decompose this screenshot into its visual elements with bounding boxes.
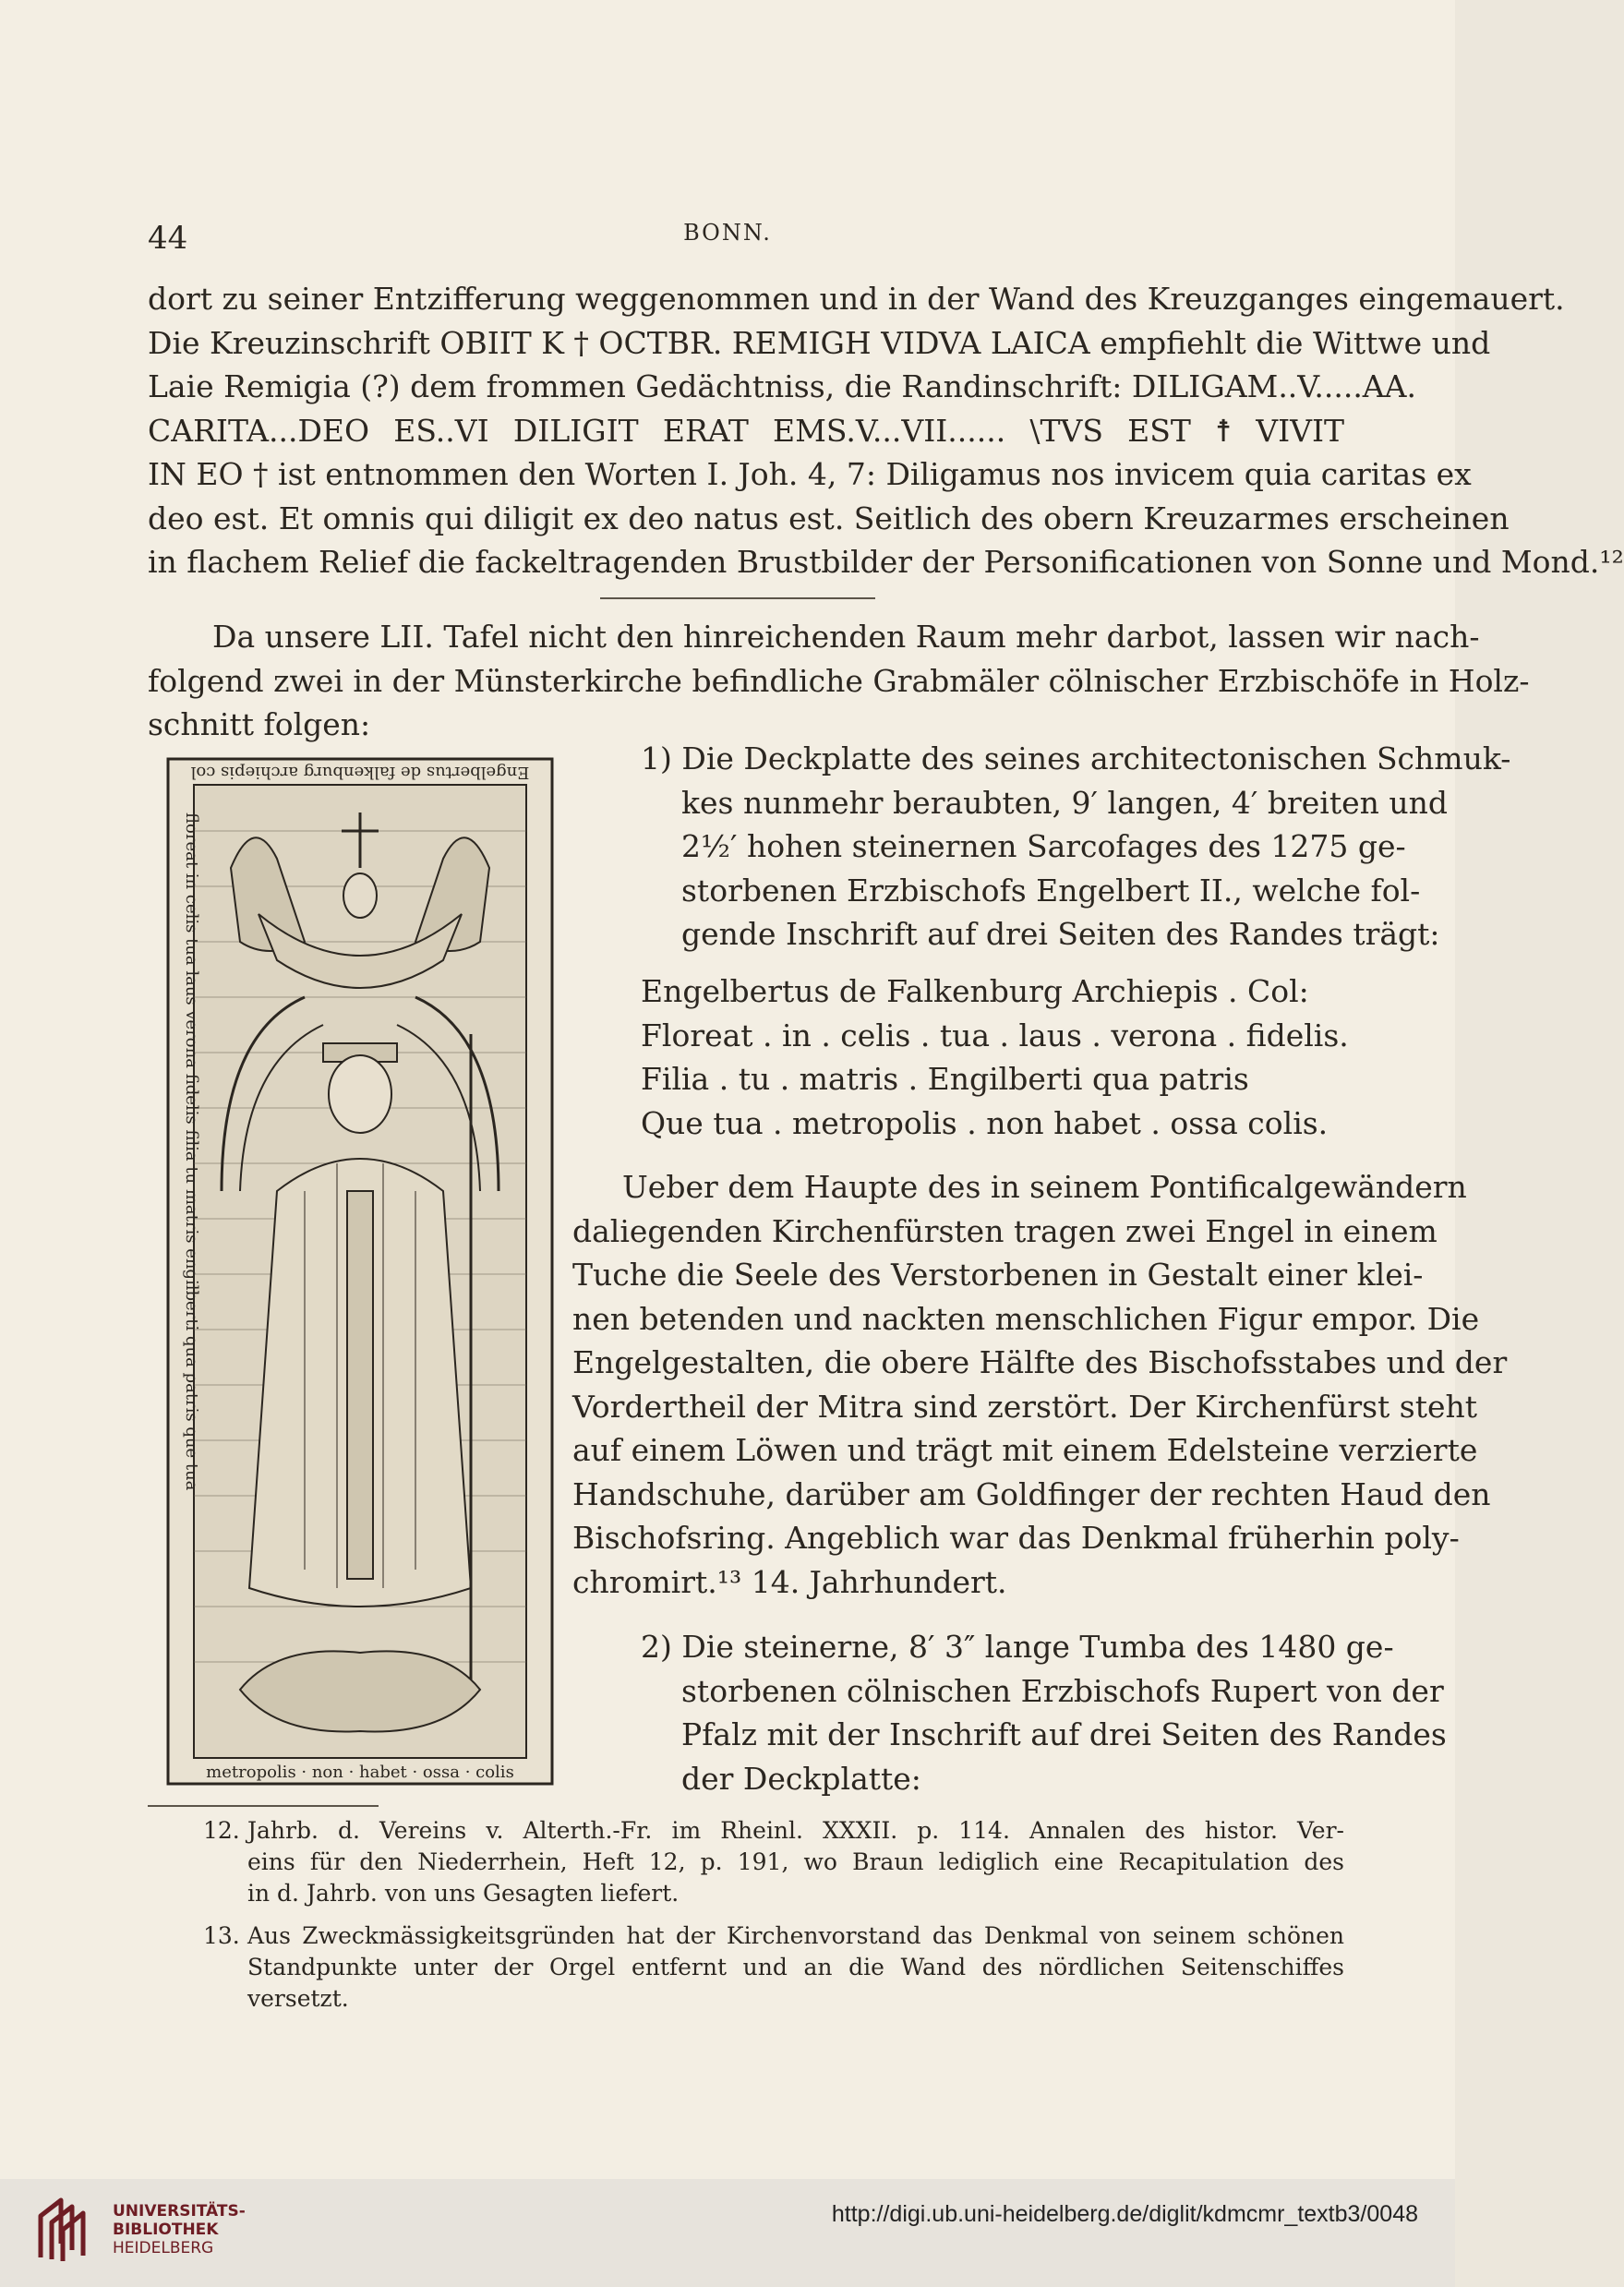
- text-line: 2½′ hohen steinernen Sarcofages des 1275 ge-: [681, 828, 1406, 864]
- inscription-line: Engelbertus de Falkenburg Archiepis . Col:: [641, 973, 1309, 1009]
- paragraph-3: [572, 1165, 1508, 1604]
- running-title: BONN.: [683, 220, 772, 246]
- footnote-line: Standpunkte unter der Orgel entfernt und an die Wand des nördlichen Seitenschiffes: [247, 1954, 1344, 1980]
- library-name-line: UNIVERSITÄTS-: [113, 2202, 246, 2221]
- footnote-12: [203, 1815, 1344, 1909]
- library-name-line: BIBLIOTHEK: [113, 2221, 219, 2239]
- footnote-divider: [148, 1805, 379, 1807]
- library-name: [113, 2202, 246, 2257]
- text-line: Vordertheil der Mitra sind zerstört. Der Kirchenfürst steht: [572, 1388, 1478, 1425]
- footnote-13: [203, 1920, 1344, 2015]
- item-2: [572, 1625, 1447, 1800]
- footnote-line: in d. Jahrb. von uns Gesagten liefert.: [247, 1880, 680, 1907]
- text-line: chromirt.¹³ 14. Jahrhundert.: [572, 1563, 1007, 1600]
- text-line: nen betenden und nackten menschlichen Figur empor. Die: [572, 1300, 1480, 1337]
- footnote-line: Aus Zweckmässigkeitsgründen hat der Kirchenvorstand das Denkmal von seinem schönen: [247, 1922, 1344, 1949]
- inscription-block: [572, 969, 1349, 1145]
- text-line: schnitt folgen:: [148, 706, 371, 742]
- footnote-number: 12.: [203, 1817, 240, 1844]
- inscription-line: Filia . tu . matris . Engilberti qua patris: [641, 1061, 1249, 1097]
- text-line: CARITA...DEO ES..VI DILIGIT ERAT EMS.V...VII...... \TVS EST ☨ VIVIT: [148, 412, 1344, 449]
- text-line: Da unsere LII. Tafel nicht den hinreichenden Raum mehr darbot, lassen wir nach-: [212, 619, 1480, 655]
- text-line: daliegenden Kirchenfürsten tragen zwei Engel in einem: [572, 1212, 1438, 1249]
- text-line: der Deckplatte:: [681, 1760, 921, 1797]
- page-number: 44: [148, 220, 188, 257]
- text-line: Engelgestalten, die obere Hälfte des Bischofsstabes und der: [572, 1344, 1508, 1380]
- text-line: Handschuhe, darüber am Goldfinger der rechten Haud den: [572, 1475, 1491, 1512]
- text-line: kes nunmehr beraubten, 9′ langen, 4′ breiten und: [681, 784, 1449, 821]
- text-line: Pfalz mit der Inschrift auf drei Seiten des Randes: [681, 1716, 1447, 1752]
- border-inscription-top: Engelbertus de falkenburg archiepis col: [190, 763, 530, 782]
- paragraph-1: [148, 277, 1624, 584]
- text-line: dort zu seiner Entzifferung weggenommen und in der Wand des Kreuzganges eingemauert.: [148, 281, 1565, 317]
- text-line: in flachem Relief die fackeltragenden Brustbilder der Personificationen von Sonne und Mond.¹²: [148, 544, 1624, 580]
- footnote-number: 13.: [203, 1922, 240, 1949]
- footnote-line: eins für den Niederrhein, Heft 12, p. 191, wo Braun lediglich eine Recapitulation des: [247, 1848, 1344, 1875]
- footnote-line: Jahrb. d. Vereins v. Alterth.-Fr. im Rheinl. XXXII. p. 114. Annalen des histor. Ver-: [247, 1817, 1344, 1844]
- item-1: [572, 737, 1511, 957]
- text-line: Bischofsring. Angeblich war das Denkmal früherhin poly-: [572, 1520, 1460, 1556]
- inscription-line: Que tua . metropolis . non habet . ossa colis.: [641, 1104, 1329, 1141]
- text-line: Laie Remigia (?) dem frommen Gedächtniss, die Randinschrift: DILIGAM..V.....AA.: [148, 368, 1416, 404]
- text-line: deo est. Et omnis qui diligit ex deo natus est. Seitlich des obern Kreuzarmes erscheinen: [148, 500, 1510, 536]
- text-line: storbenen cölnischen Erzbischofs Rupert von der: [681, 1672, 1444, 1709]
- footnote-line: versetzt.: [247, 1985, 349, 2012]
- text-line: 1) Die Deckplatte des seines architectonischen Schmuk-: [641, 740, 1511, 776]
- library-name-line: HEIDELBERG: [113, 2239, 214, 2257]
- border-inscription-bottom: metropolis · non · habet · ossa · colis: [206, 1763, 514, 1782]
- library-logo-icon: [33, 2193, 100, 2267]
- text-line: IN EO † ist entnommen den Worten I. Joh. 4, 7: Diligamus nos invicem quia caritas ex: [148, 456, 1472, 492]
- text-line: Die Kreuzinschrift OBIIT K † OCTBR. REMIGH VIDVA LAICA empfiehlt die Wittwe und: [148, 324, 1491, 361]
- border-inscription-left: floreat in celis tua laus verona fidelis filia tu matris engilberti qua patris que tua: [182, 812, 201, 1491]
- text-line: folgend zwei in der Münsterkirche befindliche Grabmäler cölnischer Erzbischöfe in Holz-: [148, 662, 1530, 699]
- text-line: 2) Die steinerne, 8′ 3″ lange Tumba des 1480 ge-: [641, 1629, 1394, 1665]
- tomb-slab-woodcut: [166, 757, 554, 1786]
- text-line: storbenen Erzbischofs Engelbert II., welche fol-: [681, 872, 1421, 909]
- text-line: gende Inschrift auf drei Seiten des Randes trägt:: [681, 916, 1440, 952]
- paragraph-2: [148, 615, 1530, 747]
- section-divider: [600, 597, 875, 599]
- text-line: Ueber dem Haupte des in seinem Pontificalgewändern: [622, 1169, 1467, 1205]
- permalink-url[interactable]: http://digi.ub.uni-heidelberg.de/diglit/kdmcmr_textb3/0048: [831, 2201, 1418, 2227]
- inscription-line: Floreat . in . celis . tua . laus . verona . fidelis.: [641, 1017, 1349, 1053]
- text-line: Tuche die Seele des Verstorbenen in Gestalt einer klei-: [572, 1257, 1424, 1293]
- text-line: auf einem Löwen und trägt mit einem Edelsteine verzierte: [572, 1432, 1478, 1468]
